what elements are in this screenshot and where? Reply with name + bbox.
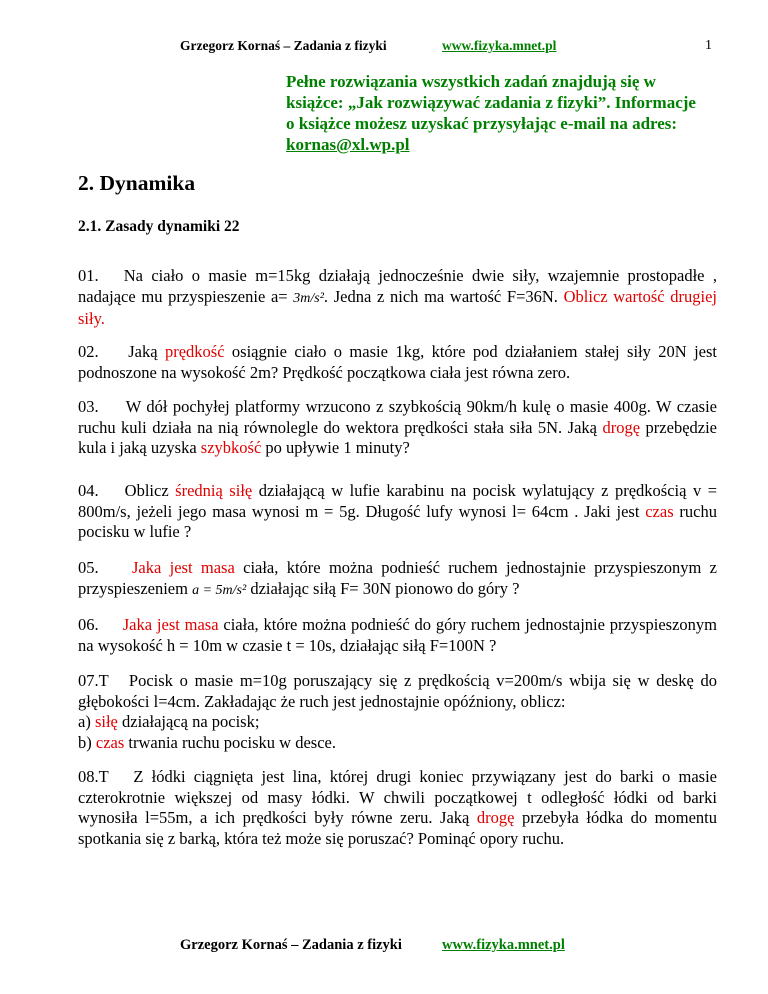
footer-website-link[interactable]: www.fizyka.mnet.pl [442, 937, 565, 953]
problem-text: działającą na pocisk; [117, 712, 260, 731]
problem-03 [78, 397, 717, 459]
problem-keyword: czas [95, 732, 125, 752]
problem-text: osiągnie ciało o masie 1kg, które pod działaniem stałej siły 20N jest podnoszone na wysokość 2m? Prędkość początkowa ciała jest równa zero. [78, 342, 718, 382]
footer-author: Grzegorz Kornaś – Zadania z fizyki [180, 937, 402, 953]
problem-text: Pocisk o masie m=10g poruszający się z prędkością v=200m/s wbija się w deskę do głębokości l=4cm. Zakładając że ruch jest jednostajnie opóźniony, oblicz: [78, 671, 718, 711]
problem-question: Jaka jest masa [122, 615, 219, 634]
problem-number: 01. [78, 266, 99, 285]
problem-question: Jaka jest masa [131, 558, 235, 577]
problem-body [78, 671, 717, 712]
problem-number: 05. [78, 558, 99, 577]
acceleration-formula: 3m/s² [293, 290, 324, 306]
problem-text: ruchu pocisku w lufie ? [78, 501, 717, 541]
page-footer [0, 937, 768, 957]
problem-text: przebyła łódka do momentu spotkania się z barką, która też może się poruszać? Pominąć opory ruchu. [78, 808, 717, 848]
promo-line: Pełne rozwiązania wszystkich zadań znajdują się w [286, 72, 656, 91]
book-promo [286, 71, 716, 155]
problem-number: 04. [78, 481, 99, 500]
problem-text: ciała, które można podnieść ruchem jednostajnie przyspieszonym z przyspieszeniem [78, 558, 718, 598]
problem-text: trwania ruchu pocisku w desce. [124, 732, 336, 752]
problem-07 [78, 671, 717, 753]
problem-question: Oblicz wartość drugiej siły. [78, 286, 718, 328]
subquestion-letter: b) [78, 732, 96, 752]
problem-04 [78, 481, 717, 543]
problem-number: 02. [78, 342, 99, 361]
problem-text: W dół pochyłej platformy wrzucono z szybkością 90km/h kulę o masie 400g. W czasie ruchu kuli działa na nią równolegle do wektora prędkości stała siła 5N. Jaką [78, 397, 718, 437]
promo-email-link[interactable]: kornas@xl.wp.pl [286, 135, 410, 154]
problem-number: 06. [78, 615, 99, 634]
problem-text: Na ciało o masie m=15kg działają jednocześnie dwie siły, wzajemnie prostopadłe , nadające mu przyspieszenie a= [78, 266, 717, 306]
problem-keyword: drogę [476, 808, 515, 827]
acceleration-formula: a = 5m/s² [192, 582, 247, 598]
problem-02 [78, 342, 717, 383]
problem-text: ciała, które można podnieść do góry ruchem jednostajnie przyspieszonym na wysokość h = 10m w czasie t = 10s, działając siłą F=100N ? [78, 615, 717, 655]
header-website-link[interactable]: www.fizyka.mnet.pl [442, 38, 557, 53]
problem-keyword: drogę [602, 417, 641, 437]
problem-text: po upływie 1 minuty? [261, 438, 410, 457]
page-number: 1 [705, 38, 712, 53]
problem-keyword: siłę [94, 712, 118, 731]
subquestion-b [78, 733, 717, 754]
problem-keyword: prędkość [164, 342, 225, 361]
subquestion-a [78, 712, 717, 733]
problem-text: przebędzie kula i jaką uzyska [78, 417, 717, 457]
problem-keyword: czas [645, 501, 674, 521]
problem-08 [78, 767, 717, 849]
chapter-title: 2. Dynamika [78, 171, 196, 195]
problem-text: działającą w lufie karabinu na pocisk wylatujący z prędkością v = 800m/s, jeżeli jego masa wynosi m = 5g. Długość lufy wynosi l= 64cm . Jaki jest [78, 481, 718, 521]
problem-text: Oblicz [124, 481, 176, 500]
problem-06 [78, 615, 717, 656]
problem-number: 07.T [78, 671, 109, 690]
problem-text: Z łódki ciągnięta jest lina, której drugi koniec przywiązany jest do barki o masie czterokrotnie większej od masy łódki. W chwili początkowej t odległość łódki od barki wynosiła l=55m, a ich prędkości były równe zeru. Jaką [78, 767, 717, 827]
promo-line: o książce możesz uzyskać przysyłając e-mail na adres: [286, 114, 678, 133]
problem-number: 03. [78, 397, 99, 416]
header-author: Grzegorz Kornaś – Zadania z fizyki [180, 38, 387, 53]
problem-text: działając siłą F= 30N pionowo do góry ? [246, 578, 520, 598]
problem-text: . Jedna z nich ma wartość F=36N. [323, 286, 564, 306]
subquestion-letter: a) [78, 712, 95, 731]
problem-keyword: szybkość [200, 438, 262, 457]
problem-text: Jaką [128, 342, 165, 361]
page-header [0, 38, 768, 58]
promo-line: książce: „Jak rozwiązywać zadania z fizyki”. Informacje [286, 93, 696, 112]
problem-05 [78, 558, 717, 601]
problem-01 [78, 266, 717, 330]
problem-number: 08.T [78, 767, 109, 786]
problem-keyword: średnią siłę [175, 481, 253, 500]
section-title: 2.1. Zasady dynamiki 22 [78, 218, 240, 235]
